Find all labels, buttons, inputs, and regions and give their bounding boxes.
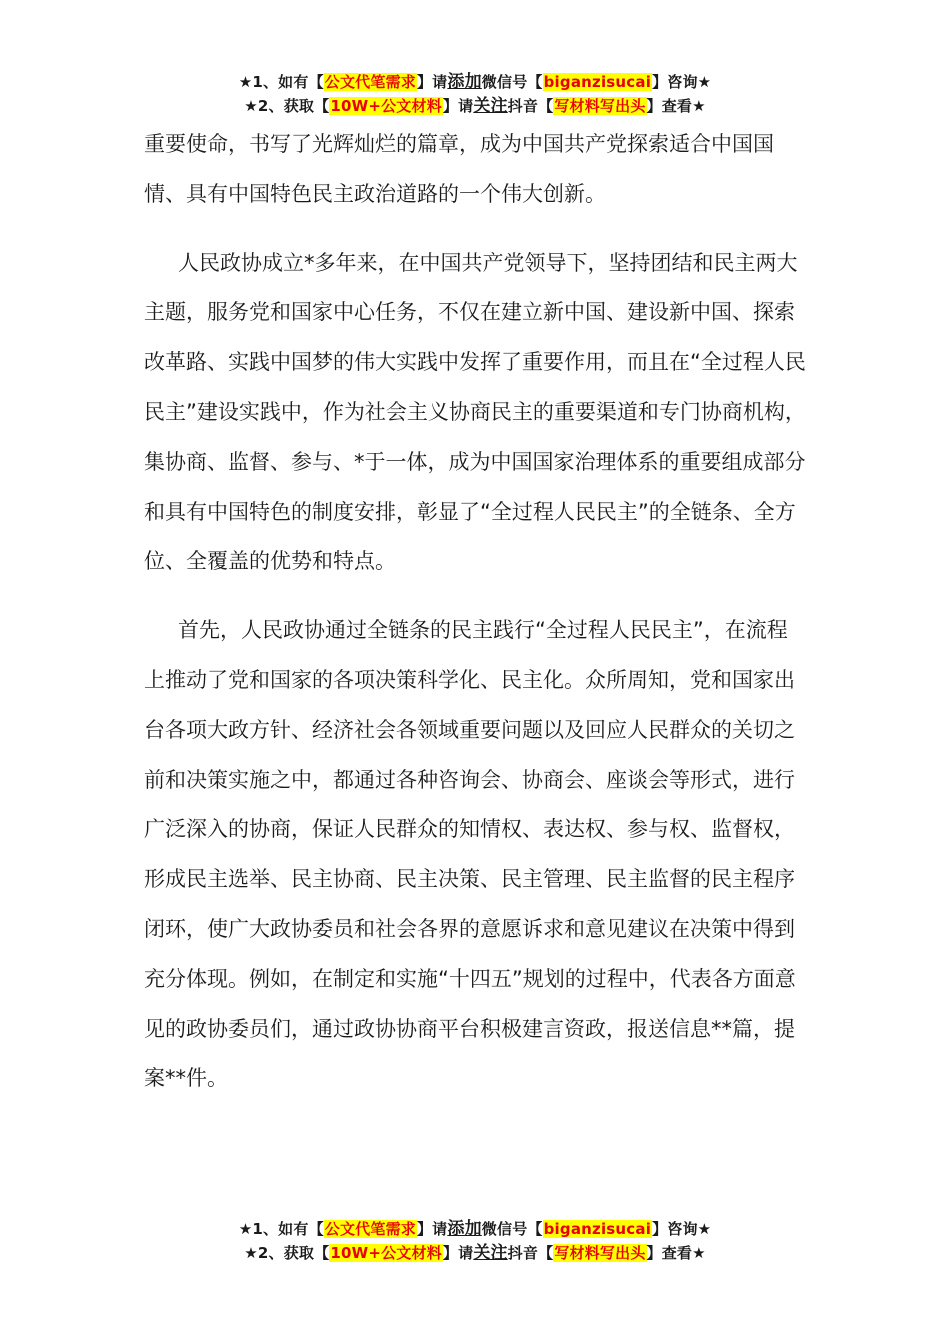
paragraph-continued: 重要使命，书写了光辉灿烂的篇章，成为中国共产党探索适合中国国情、具有中国特色民主政治道路的一个伟大创新。 xyxy=(144,132,774,206)
highlight-wechat-id: biganzisucai xyxy=(543,1220,652,1238)
promo-line-1: ★1、如有【公文代笔需求】请添加微信号【biganzisucai】咨询★ xyxy=(238,72,712,92)
highlight-writing-service: 公文代笔需求 xyxy=(324,1220,416,1238)
promo-line-2: ★2、获取【10W+公文材料】请关注抖音【写材料写出头】查看★ xyxy=(244,1243,706,1263)
highlight-wechat-id: biganzisucai xyxy=(543,73,652,91)
top-promo-banner xyxy=(0,70,950,118)
paragraph-full-chain-democracy: 首先，人民政协通过全链条的民主践行“全过程人民民主”，在流程上推动了党和国家的各项决策科学化、民主化。众所周知，党和国家出台各项大政方针、经济社会各领域重要问题以及回应人民群众的关切之前和决策实施之中，都通过各种咨询会、协商会、座谈会等形式，进行广泛深入的协商，保证人民群众的知情权、表达权、参与权、监督权，形成民主选举、民主协商、民主决策、民主管理、民主监督的民主程序闭环，使广大政协委员和社会各界的意愿诉求和意见建议在决策中得到充分体现。例如，在制定和实施“十四五”规划的过程中，代表各方面意见的政协委员们，通过政协协商平台积极建言资政，报送信息**篇，提案**件。 xyxy=(144,618,796,1091)
promo-line-2: ★2、获取【10W+公文材料】请关注抖音【写材料写出头】查看★ xyxy=(244,96,706,116)
highlight-douyin-account: 写材料写出头 xyxy=(554,97,646,115)
underlined-follow: 关注 xyxy=(473,96,508,116)
highlight-materials: 10W+公文材料 xyxy=(330,1244,442,1262)
promo-line-1: ★1、如有【公文代笔需求】请添加微信号【biganzisucai】咨询★ xyxy=(238,1219,712,1239)
bottom-promo-banner xyxy=(0,1217,950,1265)
highlight-douyin-account: 写材料写出头 xyxy=(554,1244,646,1262)
highlight-writing-service: 公文代笔需求 xyxy=(324,73,416,91)
underlined-follow: 关注 xyxy=(473,1243,508,1263)
underlined-add: 添加 xyxy=(447,72,482,92)
underlined-add: 添加 xyxy=(447,1219,482,1239)
highlight-materials: 10W+公文材料 xyxy=(330,97,442,115)
document-body xyxy=(144,120,808,1104)
paragraph-cppcc-history: 人民政协成立*多年来，在中国共产党领导下，坚持团结和民主两大主题，服务党和国家中心任务，不仅在建立新中国、建设新中国、探索改革路、实践中国梦的伟大实践中发挥了重要作用，而且在“全过程人民民主”建设实践中，作为社会主义协商民主的重要渠道和专门协商机构，集协商、监督、参与、*于一体，成为中国国家治理体系的重要组成部分和具有中国特色的制度安排，彰显了“全过程人民民主”的全链条、全方位、全覆盖的优势和特点。 xyxy=(144,250,806,574)
